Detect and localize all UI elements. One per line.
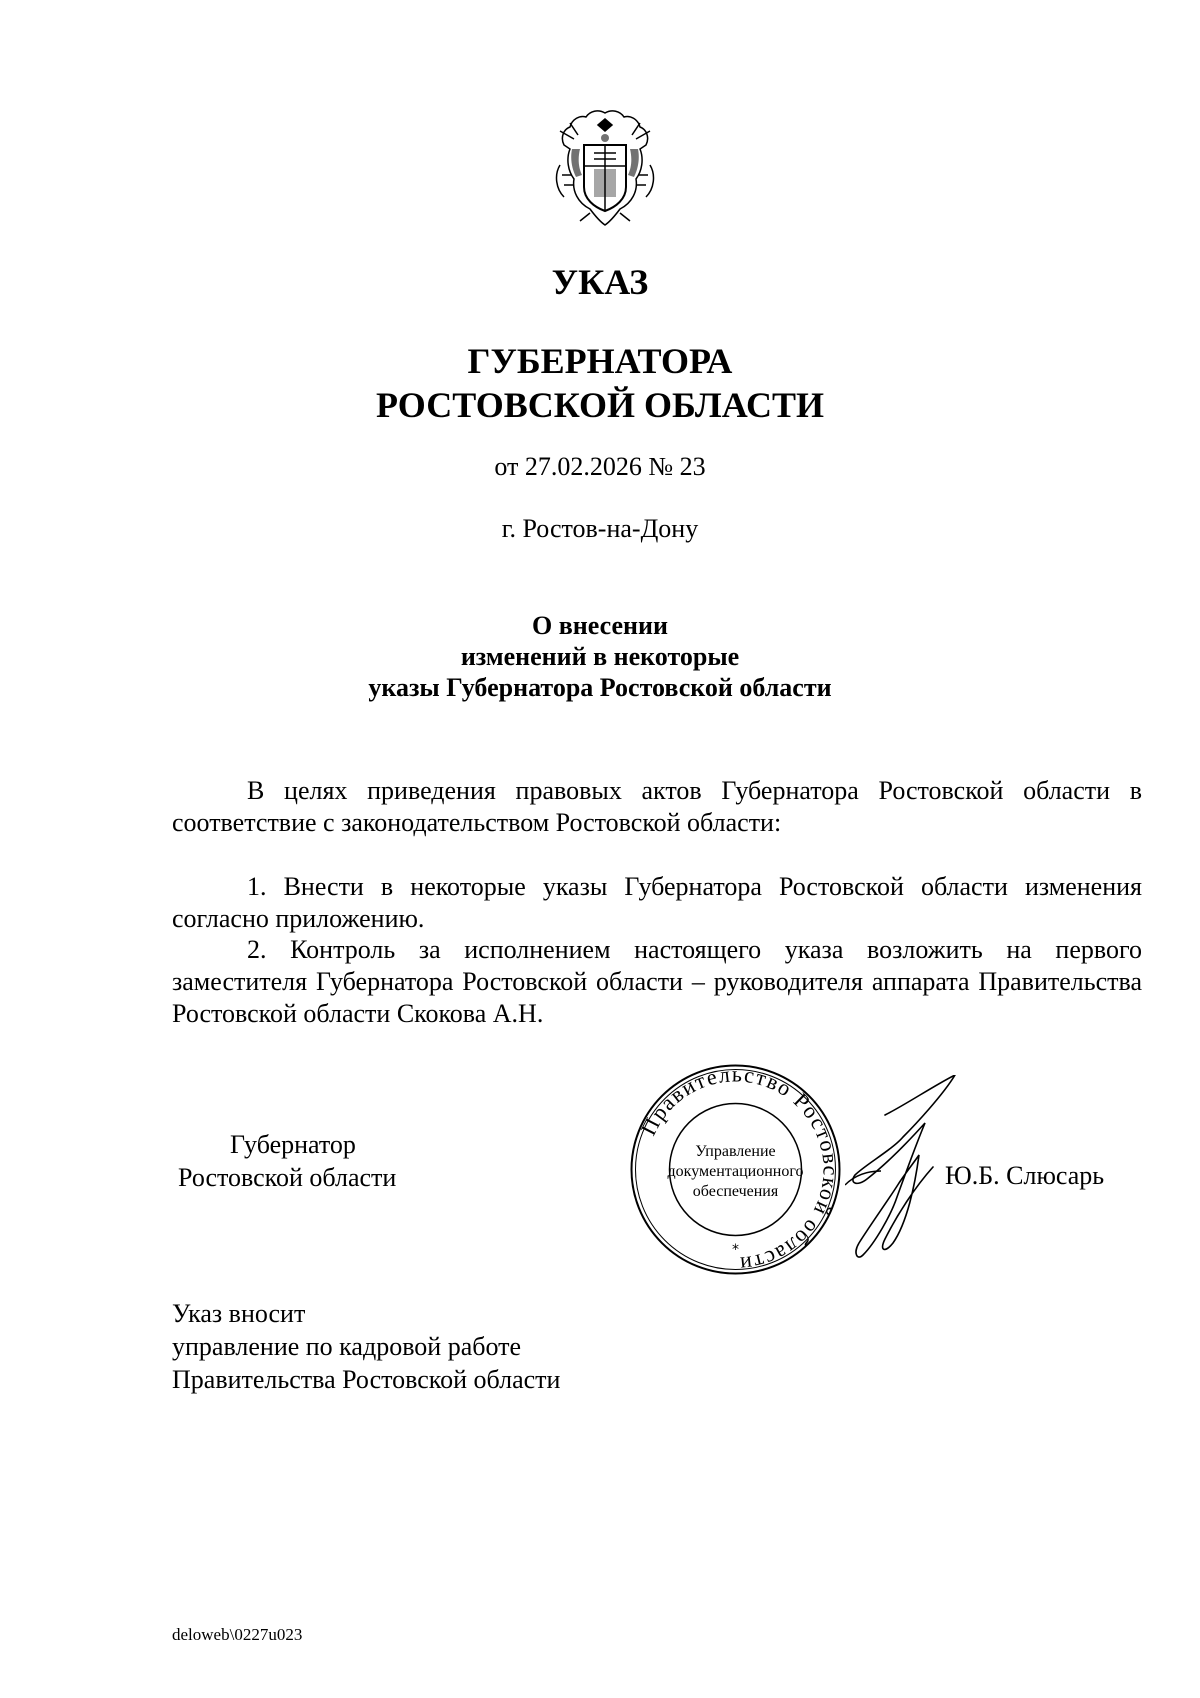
introduced-by-block — [172, 1297, 560, 1396]
preamble-paragraph: В целях приведения правовых актов Губернатора Ростовской области в соответствие с законодательством Ростовской области: — [172, 776, 1142, 837]
introduced-by-line-1: Указ вносит — [172, 1299, 306, 1328]
issuer-heading — [0, 339, 1200, 427]
clause-1-paragraph: 1. Внести в некоторые указы Губернатора Ростовской области изменения согласно приложению. — [172, 872, 1142, 933]
issuer-line-1: ГУБЕРНАТОРА — [467, 341, 733, 381]
official-seal — [628, 1062, 843, 1277]
signatory-position — [178, 1128, 396, 1194]
seal-outer-text: Правительство Ростовской области — [635, 1061, 844, 1278]
signatory-position-line-1: Губернатор — [230, 1130, 356, 1159]
document-type-title: УКАЗ — [551, 262, 649, 302]
introduced-by-line-3: Правительства Ростовской области — [172, 1365, 561, 1394]
seal-inner-line-3: обеспечения — [692, 1183, 779, 1200]
coat-of-arms-emblem — [550, 105, 660, 229]
city: г. Ростов-на-Дону — [501, 514, 699, 543]
date-number: от 27.02.2026 № 23 — [494, 452, 706, 481]
subject-line-1: О внесении — [532, 611, 668, 640]
footer-document-code: deloweb\0227u023 — [172, 1625, 303, 1644]
seal-inner-line-2: документационного — [667, 1163, 804, 1180]
issuer-line-2: РОСТОВСКОЙ ОБЛАСТИ — [376, 385, 824, 425]
subject-line-3: указы Губернатора Ростовской области — [368, 673, 832, 702]
signatory-name: Ю.Б. Слюсарь — [945, 1161, 1105, 1190]
subject-line-2: изменений в некоторые — [460, 642, 740, 671]
introduced-by-line-2: управление по кадровой работе — [172, 1332, 522, 1361]
svg-text:*: * — [732, 1242, 739, 1258]
seal-inner-line-1: Управление — [695, 1143, 776, 1160]
clause-2-paragraph: 2. Контроль за исполнением настоящего указа возложить на первого заместителя Губернатора Ростовской области – руководителя аппарата Правительства Ростовской области Скокова А.Н. — [172, 935, 1142, 1028]
signatory-position-line-2: Ростовской области — [178, 1163, 397, 1192]
subject-heading — [0, 610, 1200, 703]
